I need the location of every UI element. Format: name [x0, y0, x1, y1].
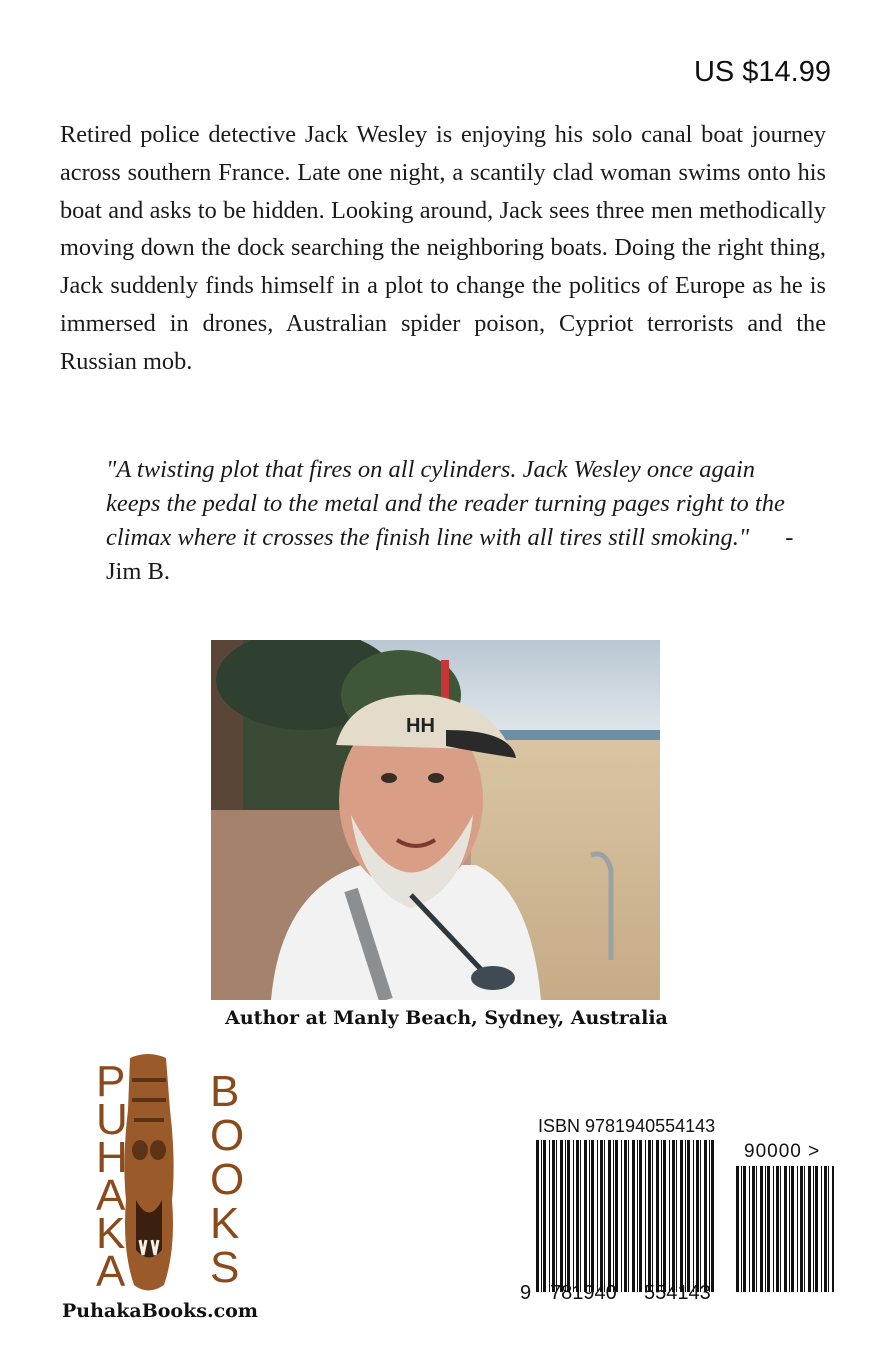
barcode-bar — [685, 1140, 686, 1292]
author-photo — [211, 640, 660, 1000]
barcode-bar — [604, 1140, 605, 1292]
barcode-bar — [752, 1166, 755, 1292]
barcode-bar — [652, 1140, 653, 1292]
barcode-bar — [784, 1166, 787, 1292]
barcode-bar — [632, 1140, 635, 1292]
barcode-bar — [780, 1166, 781, 1292]
isbn-label: ISBN 9781940554143 — [538, 1116, 716, 1136]
barcode-bar — [749, 1166, 750, 1292]
barcode-bar — [741, 1166, 742, 1292]
publisher-logo — [90, 1050, 260, 1300]
barcode-bar — [693, 1140, 694, 1292]
barcode-bar — [756, 1166, 757, 1292]
barcode-bar — [797, 1166, 798, 1292]
barcode-bar — [645, 1140, 646, 1292]
barcode-bar — [648, 1140, 651, 1292]
barcode-bar — [711, 1140, 714, 1292]
barcode-bar — [680, 1140, 683, 1292]
barcode-bar — [824, 1166, 827, 1292]
barcode-bar — [791, 1166, 794, 1292]
barcode-bar — [624, 1140, 627, 1292]
logo-letter: O — [210, 1155, 245, 1204]
barcode-bar — [760, 1166, 763, 1292]
barcode-bar — [621, 1140, 622, 1292]
barcode-bar — [637, 1140, 638, 1292]
barcode-bar — [560, 1140, 563, 1292]
logo-letter: U — [96, 1095, 128, 1144]
logo-letter: S — [210, 1243, 240, 1292]
barcode-bar — [804, 1166, 805, 1292]
barcode-bar — [676, 1140, 677, 1292]
barcode-digit-first: 9 — [520, 1282, 532, 1304]
isbn-barcode — [520, 1116, 850, 1316]
price-label: US $14.99 — [693, 56, 831, 88]
barcode-bar — [700, 1140, 701, 1292]
barcode-bar — [661, 1140, 662, 1292]
cap-logo-text: HH — [406, 715, 435, 737]
barcode-bar — [696, 1140, 699, 1292]
barcode-bar — [832, 1166, 834, 1292]
barcode-bar — [776, 1166, 779, 1292]
barcode-bar — [789, 1166, 790, 1292]
barcode-bar — [541, 1140, 542, 1292]
barcode-bar — [828, 1166, 829, 1292]
barcode-bar — [556, 1140, 557, 1292]
barcode-bar — [765, 1166, 766, 1292]
barcode-bar — [672, 1140, 675, 1292]
barcode-bar — [580, 1140, 581, 1292]
review-quote: "A twisting plot that fires on all cylinders. Jack Wesley once again keeps the pedal to the metal and the reader turning pages right to the climax where it crosses the finish line with all tires still smoking." — [106, 456, 785, 551]
barcode-digits-group2: 554143 — [644, 1282, 711, 1304]
barcode-bar — [687, 1140, 690, 1292]
barcode-bar — [663, 1140, 666, 1292]
review-quote-block — [106, 453, 806, 589]
barcode-bar — [567, 1140, 570, 1292]
barcode-bar — [808, 1166, 811, 1292]
publisher-website: PuhakaBooks.com — [62, 1300, 258, 1322]
logo-letter: O — [210, 1111, 245, 1160]
barcode-bar — [573, 1140, 574, 1292]
barcode-bar — [704, 1140, 707, 1292]
barcode-bar — [613, 1140, 614, 1292]
barcode-bar — [608, 1140, 611, 1292]
barcode-bar — [773, 1166, 774, 1292]
barcode-bar — [591, 1140, 594, 1292]
logo-letter: P — [96, 1057, 126, 1106]
barcode-bar — [589, 1140, 590, 1292]
author-photo-image — [211, 640, 660, 1000]
barcode-bar — [615, 1140, 618, 1292]
barcode-bar — [639, 1140, 642, 1292]
barcode-bar — [669, 1140, 670, 1292]
barcode-bar — [576, 1140, 579, 1292]
logo-letter: K — [210, 1199, 240, 1248]
barcode-bar — [767, 1166, 770, 1292]
barcode-bar — [600, 1140, 603, 1292]
logo-letter: K — [96, 1209, 126, 1258]
addon-price-code: 90000 > — [744, 1141, 821, 1162]
barcode-bar — [709, 1140, 710, 1292]
barcode-bar — [565, 1140, 566, 1292]
barcode-bar — [543, 1140, 546, 1292]
barcode-bar — [821, 1166, 822, 1292]
barcode-bar — [743, 1166, 746, 1292]
review-attribution: - Jim B. — [106, 524, 794, 585]
logo-letter: B — [210, 1067, 240, 1116]
barcode-bar — [552, 1140, 555, 1292]
barcode-bar — [656, 1140, 659, 1292]
barcode-bar — [549, 1140, 550, 1292]
barcode-bar — [813, 1166, 814, 1292]
barcode-bar — [736, 1166, 739, 1292]
barcode-bar — [536, 1140, 539, 1292]
barcode-digits-group1: 781940 — [550, 1282, 617, 1304]
barcode-bar — [800, 1166, 803, 1292]
logo-letter: A — [96, 1247, 126, 1296]
barcode-bar — [628, 1140, 629, 1292]
book-blurb: Retired police detective Jack Wesley is enjoying his solo canal boat journey across southern France. Late one night, a scantily clad woman swims onto his boat and asks to be hidden. Looking around, Jack sees three men methodically moving down the dock searching the neighboring boats. Doing the right thing, Jack suddenly finds himself in a plot to change the politics of Europe as he is immersed in drones, Australian spider poison, Cypriot terrorists and the Russian mob. — [60, 121, 826, 375]
barcode-bar — [584, 1140, 587, 1292]
logo-letter: H — [96, 1133, 128, 1182]
barcode-bar — [597, 1140, 598, 1292]
photo-caption: Author at Manly Beach, Sydney, Australia — [225, 1007, 668, 1029]
barcode-bar — [815, 1166, 818, 1292]
logo-letter: A — [96, 1171, 126, 1220]
